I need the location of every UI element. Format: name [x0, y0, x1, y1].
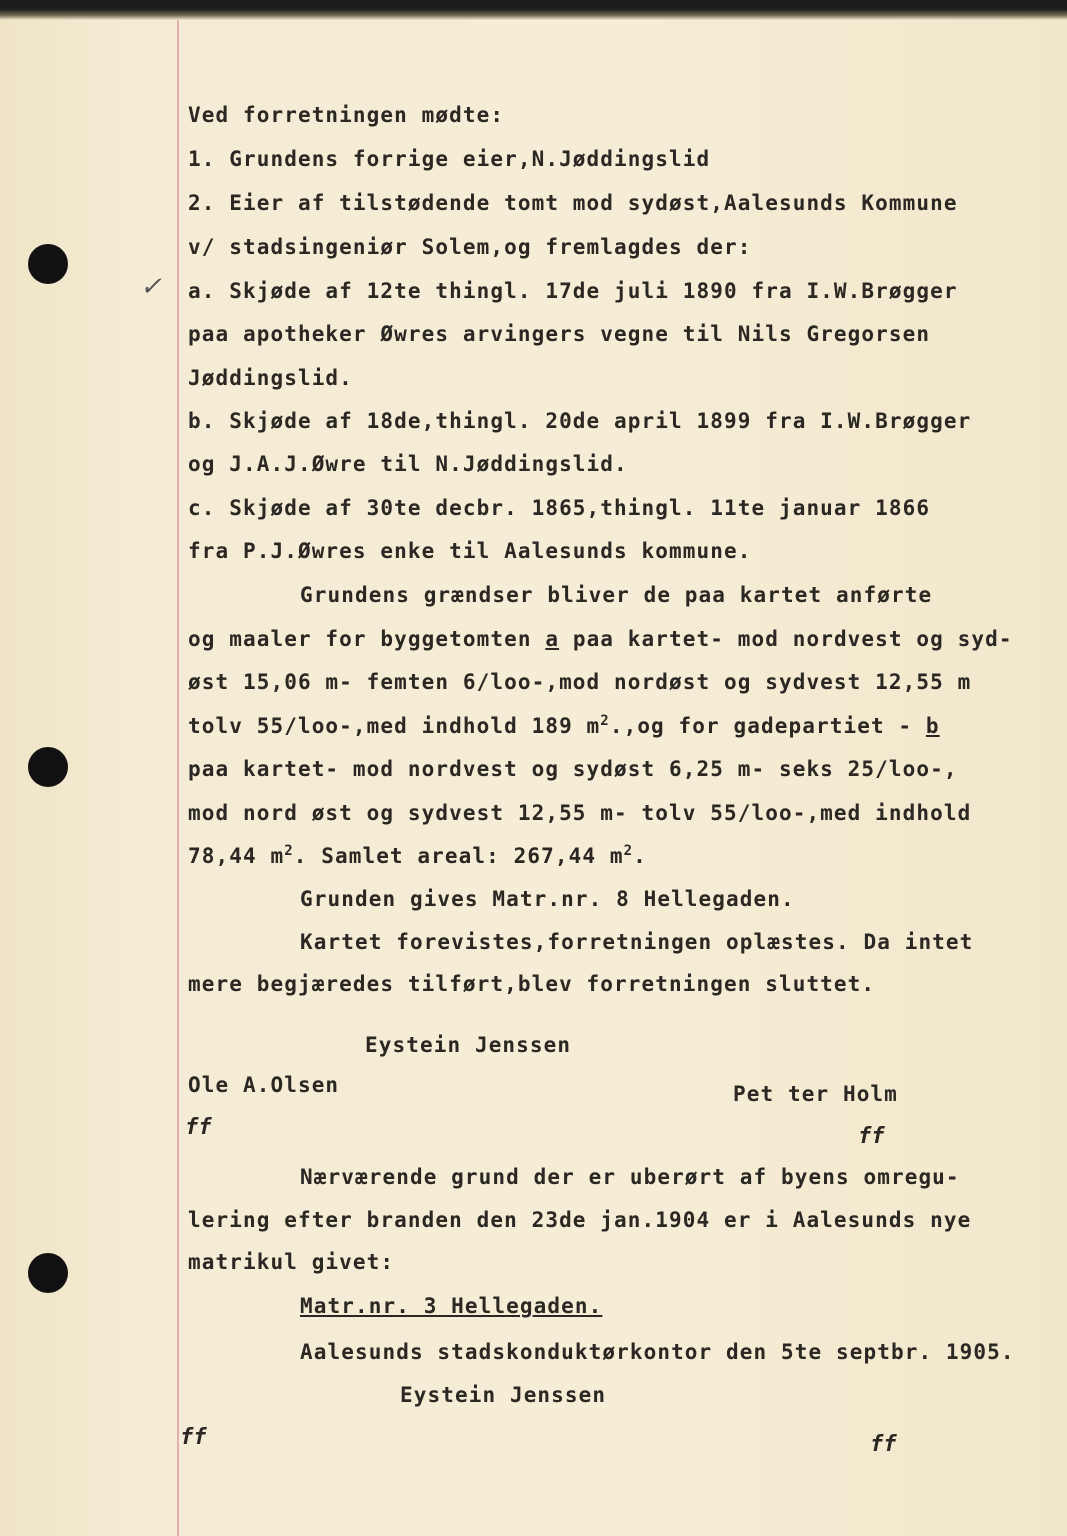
text-line: v/ stadsingeniør Solem,og fremlagdes der: [188, 235, 752, 259]
text-line: Matr.nr. 3 Hellegaden. [300, 1294, 603, 1318]
text-line [188, 712, 940, 740]
check-mark-icon: ✓ [140, 272, 162, 302]
initials-mark: ff [858, 1124, 885, 1149]
text-line: b. Skjøde af 18de,thingl. 20de april 1899 fra I.W.Brøgger [188, 409, 972, 433]
text-line: matrikul givet: [188, 1250, 395, 1274]
text-line: paa kartet- mod nordvest og sydøst 6,25 m- seks 25/loo-, [188, 757, 958, 781]
text-line: Kartet forevistes,forretningen oplæstes. Da intet [300, 930, 974, 954]
signature-name: Eystein Jenssen [365, 1033, 572, 1057]
text-line: Nærværende grund der er uberørt af byens omregu- [300, 1165, 960, 1189]
text-line: Grundens grændser bliver de paa kartet anførte [300, 583, 933, 607]
signature-name: Pet ter Holm [733, 1082, 898, 1106]
text-line: Ved forretningen mødte: [188, 103, 505, 127]
margin-line [177, 20, 179, 1536]
text-line [188, 625, 1013, 653]
text-line: a. Skjøde af 12te thingl. 17de juli 1890 fra I.W.Brøgger [188, 279, 958, 303]
punch-hole-icon [28, 244, 68, 284]
text-span: paa kartet- mod nordvest og syd- [559, 627, 1013, 651]
text-line: Jøddingslid. [188, 366, 353, 390]
text-line: c. Skjøde af 30te decbr. 1865,thingl. 11te januar 1866 [188, 496, 931, 520]
text-line: øst 15,06 m- femten 6/loo-,mod nordøst og sydvest 12,55 m [188, 670, 972, 694]
initials-mark: ff [180, 1425, 207, 1450]
text-line: 2. Eier af tilstødende tomt mod sydøst,Aalesunds Kommune [188, 191, 958, 215]
text-span: 78,44 m [188, 844, 285, 868]
signature-name: Ole A.Olsen [188, 1073, 340, 1097]
text-line: mere begjæredes tilført,blev forretningen sluttet. [188, 972, 876, 996]
text-span: . Samlet areal: 267,44 m [293, 844, 624, 868]
text-span: b [925, 714, 940, 738]
text-span: .,og for gadepartiet - [609, 714, 926, 738]
text-line [188, 842, 647, 870]
superscript: 2 [284, 843, 294, 859]
signature-name: Eystein Jenssen [400, 1383, 607, 1407]
text-line: 1. Grundens forrige eier,N.Jøddingslid [188, 147, 711, 171]
text-span: a [545, 627, 560, 651]
text-span: og maaler for byggetomten [188, 627, 532, 651]
text-line: og J.A.J.Øwre til N.Jøddingslid. [188, 452, 628, 476]
text-span: tolv 55/loo-,med indhold 189 m [188, 714, 601, 738]
text-span: . [633, 844, 647, 868]
punch-hole-icon [28, 747, 68, 787]
initials-mark: ff [870, 1432, 897, 1457]
text-line: fra P.J.Øwres enke til Aalesunds kommune. [188, 539, 752, 563]
text-line: lering efter branden den 23de jan.1904 er i Aalesunds nye [188, 1208, 972, 1232]
text-line: Grunden gives Matr.nr. 8 Hellegaden. [300, 887, 795, 911]
initials-mark: ff [185, 1115, 212, 1140]
text-line: Aalesunds stadskonduktørkontor den 5te septbr. 1905. [300, 1340, 1015, 1364]
scan-top-edge [0, 0, 1067, 20]
text-line: mod nord øst og sydvest 12,55 m- tolv 55/loo-,med indhold [188, 801, 972, 825]
punch-hole-icon [28, 1253, 68, 1293]
superscript: 2 [600, 713, 610, 729]
superscript: 2 [623, 843, 634, 859]
text-line: paa apotheker Øwres arvingers vegne til Nils Gregorsen [188, 322, 931, 346]
